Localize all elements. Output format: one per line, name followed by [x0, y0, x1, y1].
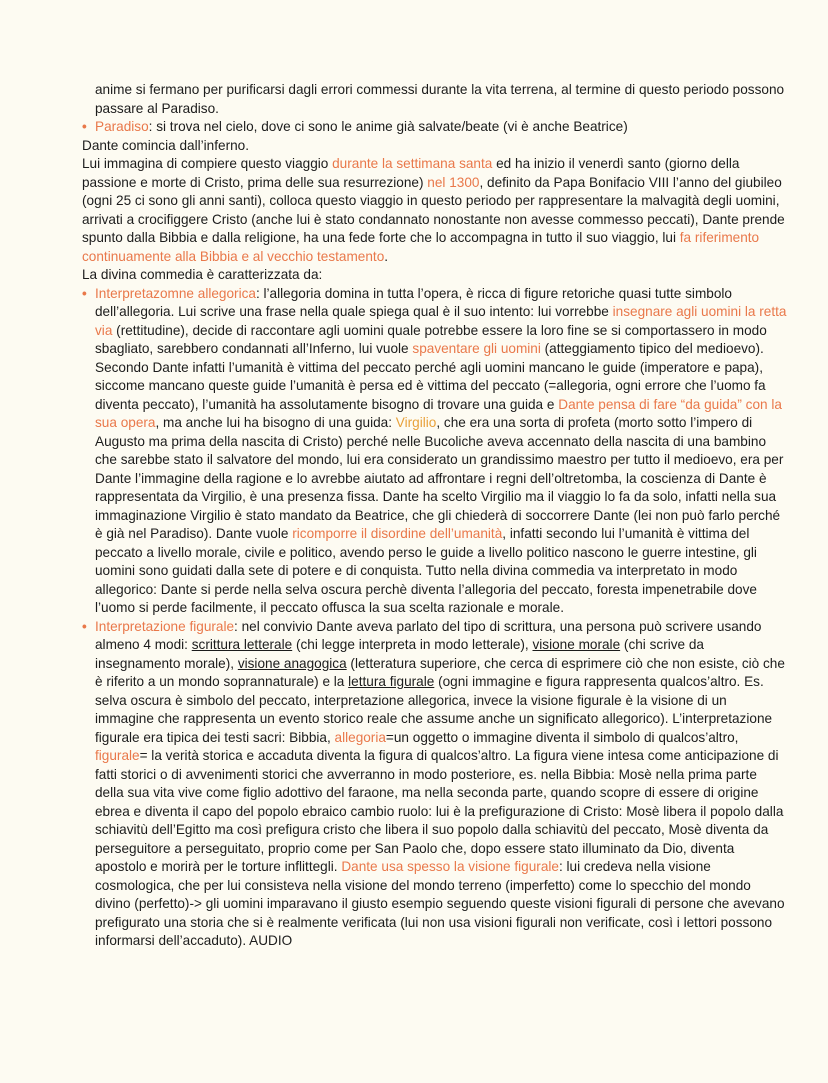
highlight-disordine: ricomporre il disordine dell’umanità	[292, 526, 503, 541]
text-run: = la verità storica e accaduta diventa la figura di qualcos’altro. La figura viene intesa come anticipazione di fatti storici o di avvenimenti storici che avverranno in modo posteriore, es. nella Bibbia: Mosè nella prima parte della sua vita vive come figlio adottivo del faraone, ma nella seconda parte, quando scopre di essere di origine ebrea e diventa il capo del popolo ebraico cambio ruolo: lui è la prefigurazione di Cristo: Mosè libera il popolo dalla schiavitù dell’Egitto ma così prefigura cristo che libera il suo popolo dalla schiavitù del peccato, Mosè diventa da perseguitore a perseguitato, proprio come per San Paolo che, dopo essere stato illuminato da Dio, diventa apostolo e morirà per le torture inflittegli.	[95, 748, 784, 874]
text-run: Lui immagina di compiere questo viaggio	[82, 156, 333, 171]
text-run: (chi legge interpreta in modo letterale),	[292, 637, 533, 652]
highlight-paradiso: Paradiso	[95, 119, 149, 134]
text-run: , infatti secondo lui l’umanità è vittima del peccato a livello morale, civile e politico, avendo perso le guide a livello politico nascono le guerre intestine, gli uomini sono guidati dalla sete di potere e di conquista. Tutto nella divina commedia va interpretato in modo allegorico: Dante si perde nella selva oscura perchè diventa l’allegoria del peccato, foresta impenetrabile dove l’uomo si perde facilmente, il peccato offusca la sua scelta razionale e morale.	[95, 526, 757, 615]
text-run: =un oggetto o immagine diventa il simbolo di qualcos’altro,	[385, 729, 739, 745]
paragraph-viaggio	[82, 155, 788, 266]
paragraph-purgatorio-continuation	[82, 81, 788, 118]
highlight-bibbia: fa riferimento continuamente alla Bibbia e al vecchio testamento	[82, 230, 760, 264]
highlight-guida: Dante pensa di fare “da guida” con la sua opera	[95, 396, 782, 430]
highlight-visione-figurale: Dante usa spesso la visione figurale	[341, 859, 559, 874]
text-run: (letteratura superiore, che cerca di esprimere ciò che non esiste, ciò che è riferito a un mondo soprannaturale) e la	[95, 655, 785, 689]
bullet-dot-icon: •	[82, 618, 87, 634]
bullet-interpretazione-figurale	[82, 618, 788, 951]
heading-allegorica: Interpretazomne allegorica	[95, 285, 256, 301]
bullet-dot-icon: •	[82, 285, 87, 301]
highlight-retta-via: insegnare agli uomini la retta via	[95, 304, 787, 338]
text-run: , ma anche lui ha bisogno di una guida:	[155, 415, 396, 430]
text-run: anime si fermano per purificarsi dagli errori commessi durante la vita terrena, al termine di questo periodo possono passare al Paradiso.	[95, 82, 785, 116]
bullet-interpretazione-allegorica	[82, 285, 788, 618]
text-run: , definito da Papa Bonifacio VIII l’anno del giubileo (ogni 25 ci sono gli anni santi), colloca questo viaggio in questo periodo per rappresentare la malvagità degli uomini, arrivati a crocifiggere Cristo (anche lui è stato condannato nonostante non avesse commesso peccati), Dante prende spunto dalla Bibbia e dalla religione, ha una fede forte che lo accompagna in tutto il suo viaggio, lui	[82, 174, 785, 245]
highlight-figurale: figurale	[95, 748, 140, 763]
highlight-allegoria: allegoria	[334, 729, 386, 745]
underline-lettura-figurale: lettura figurale	[348, 674, 435, 689]
highlight-1300: nel 1300	[427, 174, 480, 190]
underline-scrittura-letterale: scrittura letterale	[191, 637, 293, 652]
text-run: : lui credeva nella visione cosmologica, che per lui consisteva nella visione del mondo terreno (imperfetto) come lo specchio del mondo divino (perfetto)-> gli uomini imparavano il giusto esempio seguendo queste visioni figurali di persone che avevano prefigurato una storia che si è realmente verificata (lui non usa visioni figurali non verificate, così i lettori possono informarsi dell’accaduto). AUDIO	[95, 859, 785, 948]
text-run: : si trova nel cielo, dove ci sono le anime già salvate/beate (vi è anche Beatrice)	[148, 119, 628, 134]
highlight-virgilio: Virgilio	[395, 415, 437, 430]
paragraph-inferno-start	[82, 137, 788, 156]
text-run: La divina commedia è caratterizzata da:	[82, 267, 323, 282]
text-run: ed ha inizio il venerdì santo (giorno della passione e morte di Cristo, prima delle sua resurrezione)	[82, 156, 740, 190]
underline-visione-anagogica: visione anagogica	[237, 655, 347, 671]
underline-visione-morale: visione morale	[532, 637, 621, 652]
text-run: (atteggiamento tipico del medioevo). Secondo Dante infatti l’umanità è vittima del peccato perché agli uomini mancano le guide (imperatore e papa), siccome mancano queste guide l’umanità è persa ed è vittima del peccato (=allegoria, ogni errore che l’uomo fa diventa peccato), l’umanità ha assolutamente bisogno di trovare una guida e	[95, 341, 766, 412]
text-run: (rettitudine), decide di raccontare agli uomini quale potrebbe essere la loro fine se si comportassero in modo sbagliato, sarebbero condannati all’Inferno, lui vuole	[95, 322, 767, 356]
bullet-dot-icon: •	[82, 119, 87, 134]
text-run: , che era una sorta di profeta (morto sotto l’impero di Augusto ma prima della nascita di Cristo) perché nelle Bucoliche aveva accennato della nascita di una bambino che sarebbe stato il salvatore del mondo, lui era considerato un grandissimo maestro per tutto il medioevo, era per Dante l’immagine della ragione e lo avrebbe aiutato ad affrontare i regni dell’oltretomba, la coscienza di Dante è rappresentata da Virgilio, è una presenza fissa. Dante ha scelto Virgilio ma il viaggio lo fa da solo, infatti nella sua immaginazione Virgilio è stato mandato da Beatrice, che gli chiederà di soccorrere Dante (lei non può farlo perché è già nel Paradiso). Dante vuole	[95, 415, 784, 541]
text-run: .	[384, 248, 389, 264]
text-run: Dante comincia dall’inferno.	[82, 137, 249, 153]
text-run: (ogni immagine e figura rappresenta qualcos’altro. Es. selva oscura è simbolo del peccato, interpretazione allegorica, invece la visione figurale è la visione di un immagine che rappresenta un evento storico reale che assume anche un significato allegorico). L’interpretazione figurale era tipica dei testi sacri: Bibbia,	[95, 674, 773, 745]
heading-figurale: Interpretazione figurale	[95, 618, 235, 634]
paragraph-caratteristiche	[82, 266, 788, 285]
text-run: (chi scrive da insegnamento morale),	[95, 637, 704, 671]
text-run: : l’allegoria domina in tutta l’opera, è ricca di figure retoriche quasi tutte simbolo dell’allegoria. Lui scrive una frase nella quale spiega qual è il suo intento: lui vorrebbe	[95, 285, 732, 319]
highlight-settimana-santa: durante la settimana santa	[332, 156, 493, 171]
text-run: : nel convivio Dante aveva parlato del tipo di scrittura, una persona può scrivere usando almeno 4 modi:	[95, 618, 762, 652]
highlight-spaventare: spaventare gli uomini	[412, 341, 541, 356]
bullet-paradiso	[82, 118, 788, 137]
